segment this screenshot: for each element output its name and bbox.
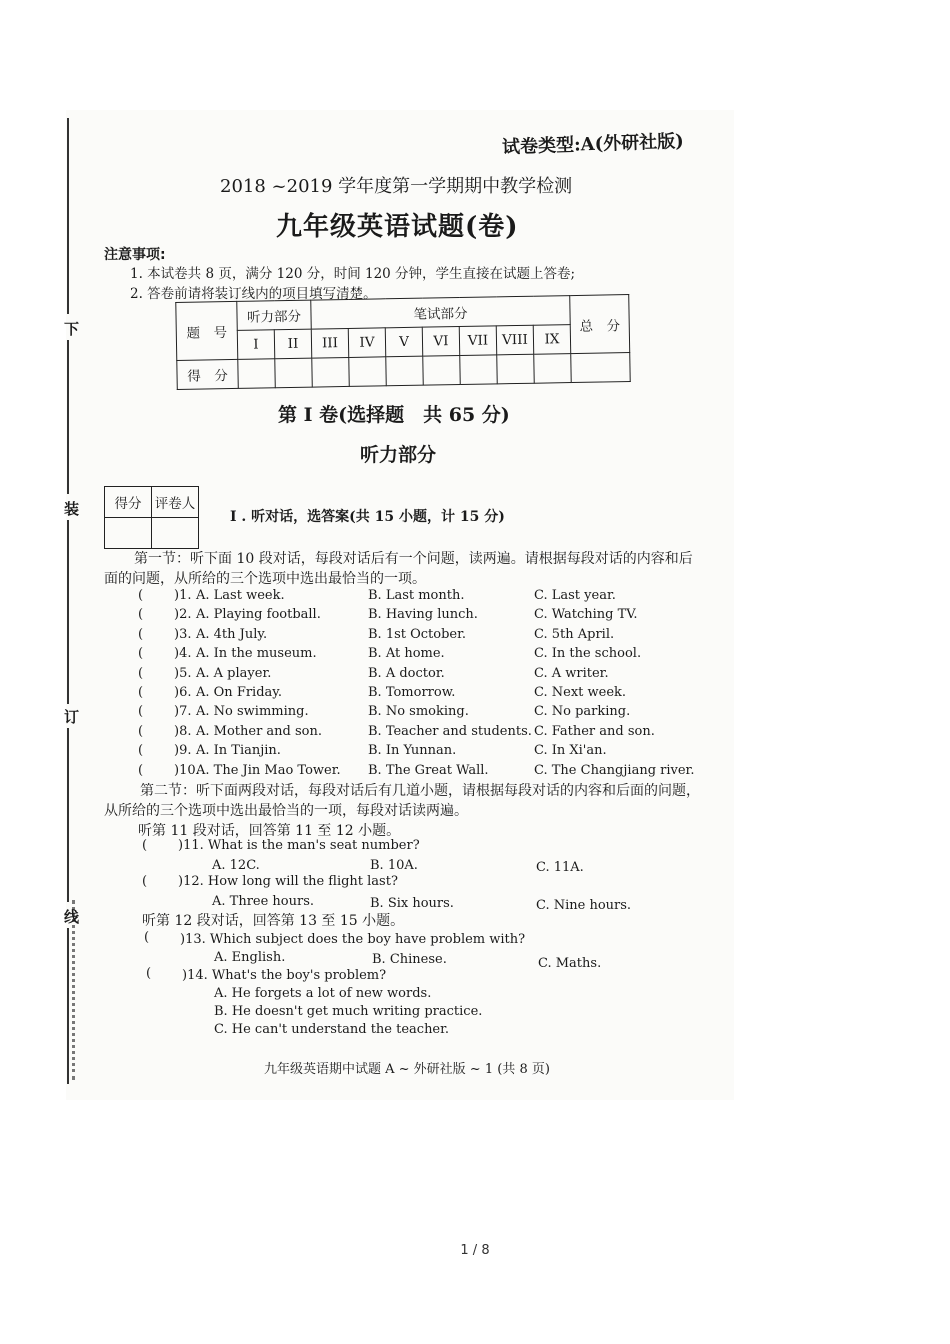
score-cell [423,356,461,386]
question-option-c: C. Last year. [534,588,616,603]
question-14-option-a: A. He forgets a lot of new words. [214,986,432,1001]
question-11-option-a: A. 12C. [212,858,260,873]
question-number: )7. [174,704,192,719]
question-option-c: C. In the school. [534,646,642,661]
question-option-c: C. 5th April. [534,627,615,642]
question-14-option-c: C. He can't understand the teacher. [214,1022,450,1037]
score-col-9: IX [533,325,571,355]
question-option-c: C. The Changjiang river. [534,763,695,778]
exam-type-label: 试卷类型:A(外研社版) [501,130,685,159]
section1-instruction: 第一节：听下面 10 段对话，每段对话后有一个问题，读两遍。请根据每段对话的内容和后 [134,551,693,567]
question-number: )3. [174,627,192,642]
binding-line-segment [67,520,69,704]
question-option-a: A. Playing football. [196,607,321,622]
question-14-option-b: B. He doesn't get much writing practice. [214,1004,483,1019]
question-option-b: B. 1st October. [368,627,467,642]
binding-line-segment [67,118,69,314]
dialog-11-instruction: 听第 11 段对话，回答第 11 至 12 小题。 [138,823,401,839]
question-option-b: B. No smoking. [368,704,469,719]
score-col-8: VIII [496,325,534,355]
margin-char-zhuang: 装 [64,500,80,518]
question-12-option-a: A. Three hours. [212,894,315,909]
score-table-listening: 听力部分 [237,300,311,330]
question-option-c: C. Watching TV. [534,607,638,622]
question-option-b: B. A doctor. [368,666,445,681]
section2-instruction: 第二节：听下面两段对话，每段对话后有几道小题，请根据每段对话的内容和后面的问题， [140,783,700,799]
question-option-a: A. In Tianjin. [196,743,281,758]
question-option-c: C. Next week. [534,685,627,700]
answer-paren: ( [138,666,144,681]
question-number: )4. [174,646,192,661]
question-option-b: B. Last month. [368,588,465,603]
dialog-12-instruction: 听第 12 段对话，回答第 13 至 15 小题。 [142,913,405,929]
main-title: 九年级英语试题(卷) [276,212,519,242]
question-12-stem: )12. How long will the flight last? [178,874,398,889]
score-cell [534,354,572,384]
score-table-writing: 笔试部分 [311,296,570,330]
score-table-total: 总 分 [570,295,630,354]
question-option-c: C. Father and son. [534,724,655,739]
answer-paren: ( [138,763,144,778]
question-option-c: C. No parking. [534,704,631,719]
binding-line-segment [67,340,69,494]
answer-paren: ( [142,838,148,853]
question-12-option-b: B. Six hours. [370,896,454,911]
question-option-a: A. In the museum. [196,646,317,661]
answer-paren: ( [146,966,152,981]
page-footer: 九年级英语期中试题 A ~ 外研社版 ~ 1 (共 8 页) [264,1062,550,1077]
section-title: 听力部分 [360,444,437,466]
question-number: )1. [174,588,192,603]
binding-dots [72,900,81,1080]
section2-instruction-cont: 从所给的三个选项中选出最恰当的一项，每段对话读两遍。 [104,803,468,819]
answer-paren: ( [138,743,144,758]
answer-paren: ( [138,646,144,661]
answer-paren: ( [138,724,144,739]
score-col-6: VI [422,327,460,357]
question-option-a: A. On Friday. [196,685,283,700]
question-option-c: C. In Xi'an. [534,743,607,758]
answer-paren: ( [142,874,148,889]
page-number: 1 / 8 [460,1243,490,1258]
question-13-stem: )13. Which subject does the boy have problem with? [180,932,526,947]
question-13-option-b: B. Chinese. [372,952,447,967]
year-title: 2018 ~2019 学年度第一学期期中教学检测 [220,176,573,197]
question-13-option-c: C. Maths. [538,956,602,971]
score-cell [386,356,424,386]
binding-line-segment [67,928,69,1084]
question-option-b: B. Having lunch. [368,607,478,622]
question-option-a: A. No swimming. [196,704,309,719]
question-option-a: A. Last week. [196,588,285,603]
score-cell [275,358,313,388]
score-cell [497,354,535,384]
question-option-b: B. In Yunnan. [368,743,457,758]
score-cell [460,355,498,385]
question-11-stem: )11. What is the man's seat number? [178,838,420,853]
question-13-option-a: A. English. [214,950,286,965]
question-number: )9. [174,743,192,758]
notes-heading: 注意事项: [104,247,166,263]
score-col-5: V [385,327,423,357]
question-11-option-c: C. 11A. [536,860,584,875]
answer-paren: ( [144,930,150,945]
question-option-b: B. Tomorrow. [368,685,456,700]
score-col-2: II [274,329,312,359]
score-col-3: III [311,328,349,358]
question-number: )10. [174,763,200,778]
score-table [175,294,630,390]
answer-paren: ( [138,685,144,700]
question-option-b: B. At home. [368,646,445,661]
grader-cell [105,518,152,549]
grader-cell [152,518,199,549]
grader-name-label: 评卷人 [152,487,199,518]
note-item: 1. 本试卷共 8 页，满分 120 分，时间 120 分钟，学生直接在试题上答卷; [130,266,576,282]
score-cell [349,357,387,387]
score-table-score-label: 得 分 [177,359,238,389]
question-number: )2. [174,607,192,622]
part1-title: I . 听对话，选答案(共 15 小题，计 15 分) [230,509,505,525]
question-12-option-c: C. Nine hours. [536,898,632,913]
binding-line-segment [67,728,69,902]
question-number: )6. [174,685,192,700]
note-item: 2. 答卷前请将装订线内的项目填写清楚。 [130,286,377,302]
score-col-4: IV [348,328,386,358]
question-number: )8. [174,724,192,739]
margin-char-xia: 下 [64,320,80,338]
question-option-a: A. A player. [196,666,272,681]
score-col-1: I [237,330,275,360]
question-11-option-b: B. 10A. [370,858,418,873]
answer-paren: ( [138,588,144,603]
answer-paren: ( [138,627,144,642]
score-cell [571,353,630,383]
answer-paren: ( [138,704,144,719]
question-14-stem: )14. What's the boy's problem? [182,968,387,983]
question-option-b: B. Teacher and students. [368,724,532,739]
score-cell [312,357,350,387]
score-col-7: VII [459,326,497,356]
paper-title: 第 I 卷(选择题 共 65 分) [278,404,510,426]
question-option-a: A. The Jin Mao Tower. [196,763,341,778]
section1-instruction-cont: 面的问题，从所给的三个选项中选出最恰当的一项。 [104,571,426,587]
question-option-c: C. A writer. [534,666,609,681]
grader-table [104,486,199,549]
score-table-number-label: 题 号 [176,301,238,360]
margin-char-ding: 订 [64,708,80,726]
question-option-b: B. The Great Wall. [368,763,489,778]
question-number: )5. [174,666,192,681]
question-option-a: A. Mother and son. [196,724,323,739]
margin-char-xian: 线 [64,908,80,926]
grader-score-label: 得分 [105,487,152,518]
score-cell [238,359,276,389]
question-option-a: A. 4th July. [196,627,268,642]
answer-paren: ( [138,607,144,622]
